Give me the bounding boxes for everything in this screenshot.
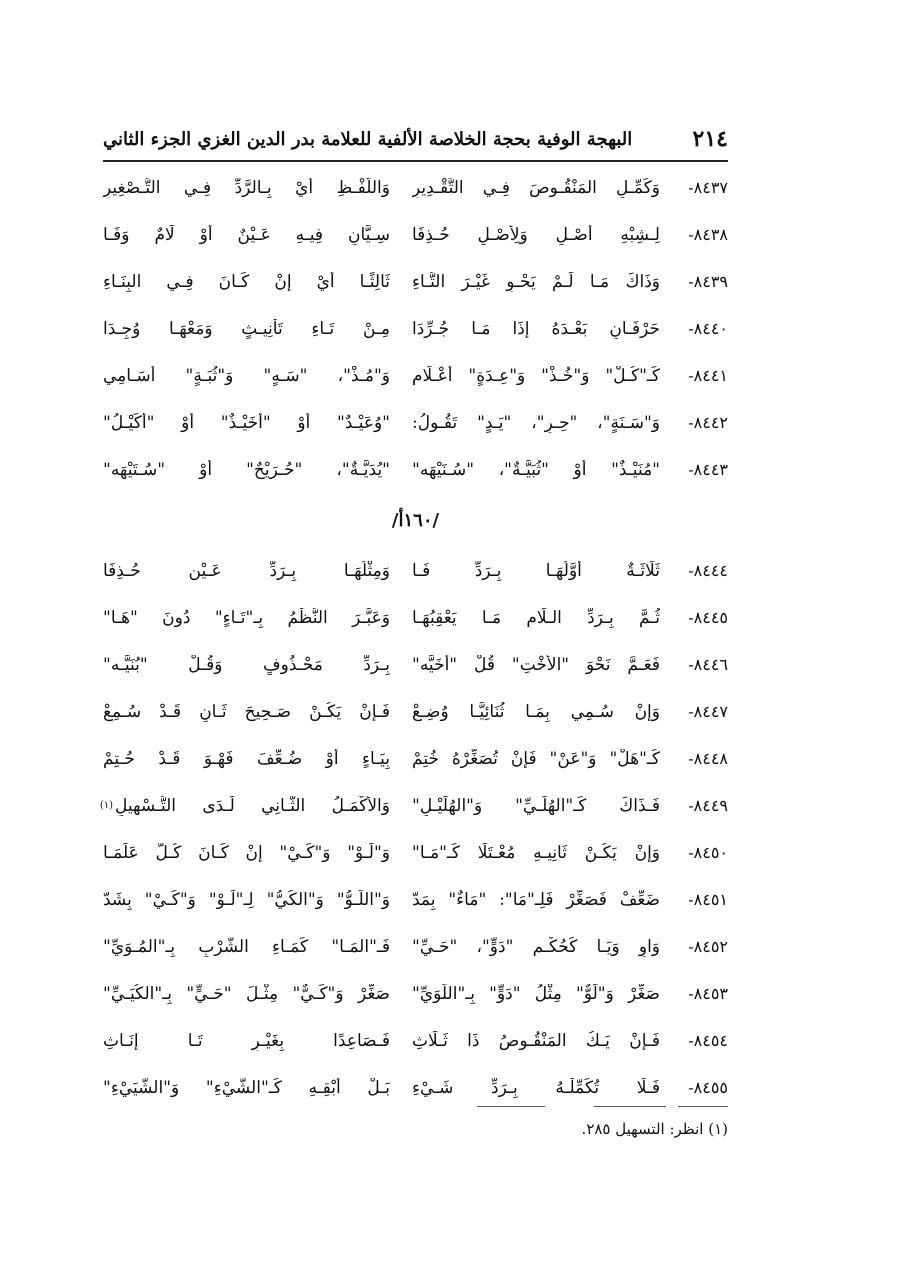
verse-line — [103, 1064, 728, 1111]
first-hemistich: فَعَـمَّ نَحْوَ "الأُخْتِ" قُلْ "أُخَيَّه" — [412, 654, 660, 675]
second-hemistich: وَ"اللَّـوُّ" وَ"الكَيُّ" لِـ"لَـوْ" وَ"كَـيْ" بِشَدّ — [103, 889, 390, 910]
second-hemistich: فَـإِنْ يَكُـنْ صَـحِيحَ ثَـانٍ قَـدْ سُـمِعْ — [103, 701, 390, 722]
second-hemistich: وَ"لَـوْ" وَ"كَـيْ" إِنْ كَـانَ كُـلٌّ عَلَمَـا — [103, 842, 390, 863]
running-header — [103, 122, 728, 156]
verse-line — [103, 876, 728, 923]
second-hemistich: "يُدَيَّـةٌ"، "حُـرَيْحٌ" أَوْ "سُـتَيْهَه" — [103, 459, 390, 480]
verse-line — [103, 829, 728, 876]
second-hemistich: بَـلْ أَبْقِـهِ كَـ"الشَّيْءِ" وَ"الشُّيَيْءِ" — [103, 1077, 390, 1098]
verse-line — [103, 211, 728, 258]
verse-number: ٨٤٥٢- — [688, 937, 728, 956]
verse-line — [103, 688, 728, 735]
verse-number: ٨٤٤٣- — [688, 460, 728, 479]
verse-group-1 — [103, 164, 728, 493]
second-hemistich: "وُعَيْـدٌ" أَوْ "أُخَيْـذٌ" أَوْ "أُكَيْـلُ" — [103, 412, 390, 433]
separator-line — [678, 1106, 728, 1107]
second-hemistich: صَغِّرْ وَ"كَـيٌّ" مِثْـلَ "حَـيٍّ" بِـ"الكُيَـيِّ" — [103, 983, 390, 1004]
verse-group-2 — [99, 547, 728, 1111]
first-hemistich: "مُنَيْـذٌ" أَوْ "ثُبَيَّـةٌ"، "سُـنَيْهَه" — [412, 459, 660, 480]
verse-line — [103, 1017, 728, 1064]
first-hemistich: ضَعِّفْ فَصَغِّرْ فَلِـ"مَا": "مَاءٌ" بِمَدّ — [412, 889, 660, 910]
first-hemistich: وَاوٍ وَيَـا كَحُكْـمِ "دَوٍّ"، "حَـيِّ" — [412, 936, 660, 957]
verse-number: ٨٤٤٢- — [688, 413, 728, 432]
page-number: ٢١٤ — [692, 126, 728, 152]
verse-number: ٨٤٥٠- — [688, 843, 728, 862]
second-hemistich: وَالأَكْمَـلُ الثَّـانِي لَـدَى التَّـسْهِيلِ — [115, 795, 390, 816]
verse-number: ٨٤٣٩- — [688, 272, 728, 291]
verse-line — [103, 970, 728, 1017]
first-hemistich: وَإِنْ يَكُـنْ ثَانِيـهِ مُعْـتَلًا كَـ"مَـا" — [412, 842, 660, 863]
first-hemistich: وَإِنْ سُـمِي بِمَـا ثُنَائِيًّـا وُضِـعْ — [412, 701, 660, 722]
verse-number: ٨٤٤٥- — [688, 608, 728, 627]
folio-marker-row — [103, 493, 728, 547]
verse-number: ٨٤٤٩- — [688, 796, 728, 815]
verse-number: ٨٤٥٥- — [688, 1078, 728, 1097]
first-hemistich: فَـذَاكَ كَـ"الهُلَـيِّ" وَ"الهُلَيْـلِ" — [412, 795, 660, 816]
running-title: البهجة الوفية بحجة الخلاصة الألفية للعلامة بدر الدين الغزي الجزء الثاني — [103, 128, 633, 150]
footnote-reference: (١) — [99, 800, 113, 811]
verse-line — [103, 547, 728, 594]
second-hemistich: بِـرَدِّ مَحْـذُوفٍ وَقُـلْ "بُنَيَّـه" — [103, 654, 390, 675]
folio-marker: /١٦٠أ/ — [391, 509, 440, 531]
verse-number: ٨٤٤٠- — [688, 319, 728, 338]
separator-line — [477, 1106, 545, 1107]
first-hemistich: وَ"سَـنَةٍ"، "حِـرٍ"، "يَـدٍ" تَقُـولُ: — [412, 412, 660, 433]
verse-line — [103, 641, 728, 688]
verse-number: ٨٤٤٧- — [688, 702, 728, 721]
footnote: (١) انظر: التسهيل ٢٨٥. — [581, 1120, 728, 1138]
first-hemistich: صَغِّرْ وَ"لَوٌّ" مِثْلُ "دَوٍّ" بِـ"اللُّوَيِّ" — [412, 983, 660, 1004]
verse-line — [103, 164, 728, 211]
second-hemistich: فَـصَاعِدًا بِغَيْـرِ تَـا إِنَـاثِ — [103, 1030, 390, 1051]
verse-number: ٨٤٤٦- — [688, 655, 728, 674]
verse-number: ٨٤٤٤- — [688, 561, 728, 580]
verse-number: ٨٤٤٨- — [688, 749, 728, 768]
second-hemistich: وَ"مُـذْ"، "سَـهٍ" وَ"ثُبَـةٍ" أَسَـامِي — [103, 365, 390, 386]
second-hemistich: وَاللَّفْـظِ أَيْ بِـالرَّدِّ فِـي التَّـصْغِيرِ — [103, 177, 390, 198]
verse-line — [103, 258, 728, 305]
verse-line — [99, 782, 728, 829]
first-hemistich: فَـإِنْ يَـكُ المَنْقُـوصُ ذَا ثَـلَاثِ — [412, 1030, 660, 1051]
second-hemistich: مِـنْ تَـاءِ تَأْنِيـثٍ وَمَعْهَـا وُجِـدَا — [103, 318, 390, 339]
verse-line — [103, 305, 728, 352]
second-hemistich: ثَالِثًـا أَيْ إِنْ كَـانَ فِـي البِنَـاءِ — [103, 271, 390, 292]
second-hemistich: وَمِثْلُهَـا بِـرَدِّ عَـيْنٍ حُـذِفَا — [103, 560, 390, 581]
first-hemistich: ثَلَاثَـةٌ أَوَّلُهَـا بِـرَدِّ فَـا — [412, 560, 660, 581]
first-hemistich: ثُـمَّ بِـرَدِّ الـلَامِ مَـا يَعْقِبُهَـا — [412, 607, 660, 628]
separator-line — [594, 1106, 666, 1107]
verse-list — [99, 164, 728, 1111]
verse-line — [103, 923, 728, 970]
first-hemistich: فَـلَا تُكَمِّلْـهُ بِـرَدِّ شَـيْءِ — [412, 1077, 660, 1098]
verse-line — [103, 594, 728, 641]
second-hemistich: سِـيَّانِ فِيـهِ عَـيْنٌ أَوْ لَامٌ وَفَـا — [103, 224, 390, 245]
second-hemistich: وَعَبَّـرَ النَّظْمُ بِـ"تَـاءٍ" دُونَ "هَـا" — [103, 607, 390, 628]
verse-line — [103, 399, 728, 446]
verse-line — [103, 352, 728, 399]
verse-number: ٨٤٥٣- — [688, 984, 728, 1003]
verse-line — [103, 735, 728, 782]
first-hemistich: حَرْفَـانِ بَعْـدَهُ إِذَا مَـا جُـرِّدَا — [412, 318, 660, 339]
first-hemistich: كَـ"كُـلْ" وَ"خُـذْ" وَ"عِـدَةٍ" أَعْـلَامِ — [412, 365, 660, 386]
verse-line — [103, 446, 728, 493]
verse-number: ٨٤٣٧- — [688, 178, 728, 197]
verse-number: ٨٤٥١- — [688, 890, 728, 909]
second-hemistich: فَـ"المَـا" كَمَـاءِ الشُّرْبِ بِـ"المُـوَيِّ" — [103, 936, 390, 957]
footnote-separator — [103, 1106, 728, 1110]
second-hemistich: بِيَـاءٍ أَوْ ضُـعِّفَ فَهْـوَ قَـدْ حُـتِمْ — [103, 748, 390, 769]
verse-number: ٨٤٥٤- — [688, 1031, 728, 1050]
first-hemistich: وَذَاكَ مَـا لَـمْ يَحْـوِ غَيْـرَ التَّـاءِ — [412, 271, 660, 292]
verse-number: ٨٤٤١- — [688, 366, 728, 385]
header-rule — [103, 160, 728, 162]
first-hemistich: لِـشِبْهِ أَصْـلٍ وَلِأَصْـلٍ حُـذِفَا — [412, 224, 660, 245]
verse-number: ٨٤٣٨- — [688, 225, 728, 244]
first-hemistich: كَـ"هَلْ" وَ"عَنْ" فَإِنْ تُصَغِّرْهُ خُتِمْ — [412, 748, 660, 769]
first-hemistich: وَكَمِّـلِ المَنْقُـوصَ فِـي التَّقْـدِيرِ — [412, 177, 660, 198]
